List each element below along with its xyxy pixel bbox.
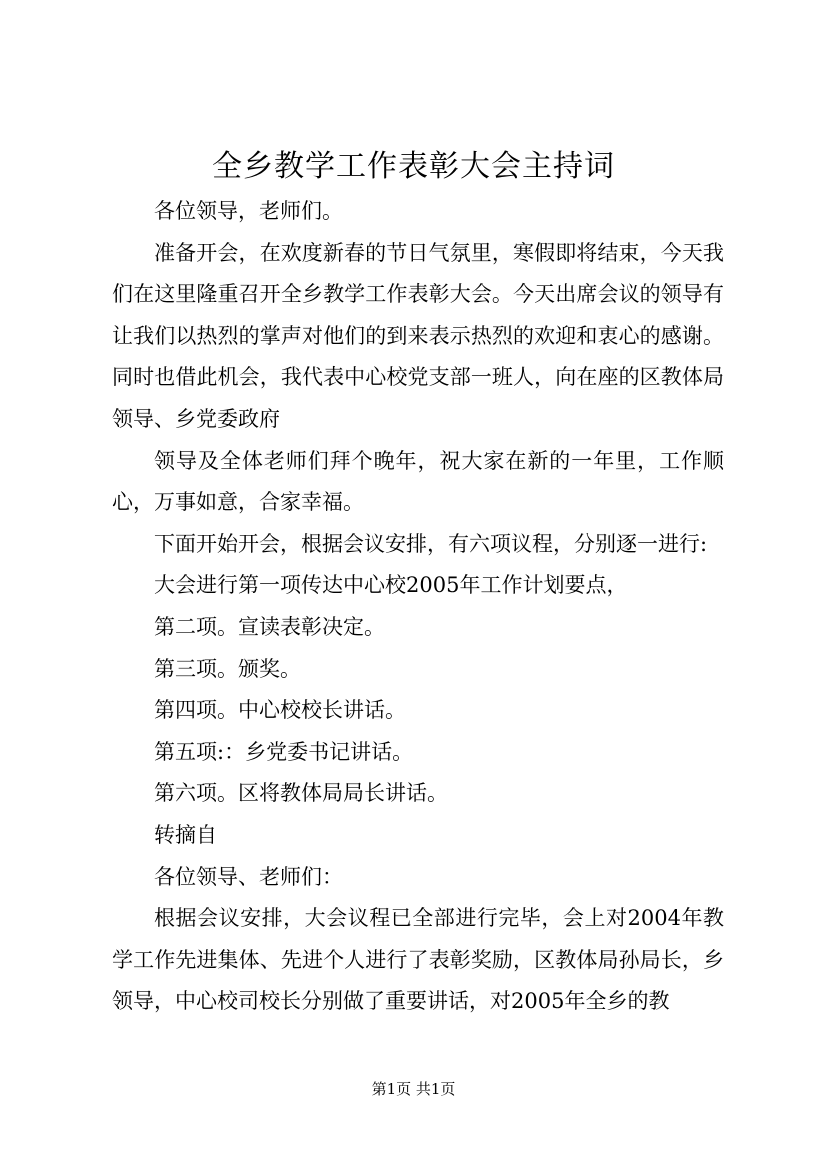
agenda-item-2: 第二项。宣读表彰决定。 [154, 614, 385, 639]
page-footer: 第1页 共1页 [371, 1080, 456, 1098]
paragraph-agenda-intro: 下面开始开会，根据会议安排，有六项议程，分别逐一进行: [154, 531, 708, 556]
document-body [112, 191, 724, 1023]
paragraph-new-year-wishes: 领导及全体老师们拜个晚年，祝大家在新的一年里，工作顺心，万事如意，合家幸福。 [112, 448, 724, 515]
paragraph-source-note: 转摘自 [154, 822, 217, 847]
paragraph-closing-greeting: 各位领导、老师们： [154, 864, 343, 889]
agenda-item-6: 第六项。区将教体局局长讲话。 [154, 781, 448, 806]
document-title: 全乡教学工作表彰大会主持词 [212, 149, 615, 184]
paragraph-closing-summary: 根据会议安排，大会议程已全部进行完毕，会上对2004年教学工作先进集体、先进个人进行了表彰奖励，区教体局孙局长，乡领导，中心校司校长分别做了重要讲话，对2005年全乡的教 [112, 906, 724, 1014]
agenda-item-4: 第四项。中心校校长讲话。 [154, 698, 406, 723]
paragraph-greeting: 各位领导，老师们。 [154, 199, 343, 223]
agenda-item-5: 第五项:：乡党委书记讲话。 [154, 739, 414, 764]
paragraph-opening: 准备开会，在欢度新春的节日气氛里，寒假即将结束，今天我们在这里隆重召开全乡教学工作表彰大会。今天出席会议的领导有让我们以热烈的掌声对他们的到来表示热烈的欢迎和衷心的感谢。同时也借此机会，我代表中心校党支部一班人，向在座的区教体局领导、乡党委政府 [112, 240, 724, 431]
agenda-item-1: 大会进行第一项传达中心校2005年工作计划要点， [154, 573, 628, 598]
agenda-item-3: 第三项。颁奖。 [154, 656, 301, 681]
